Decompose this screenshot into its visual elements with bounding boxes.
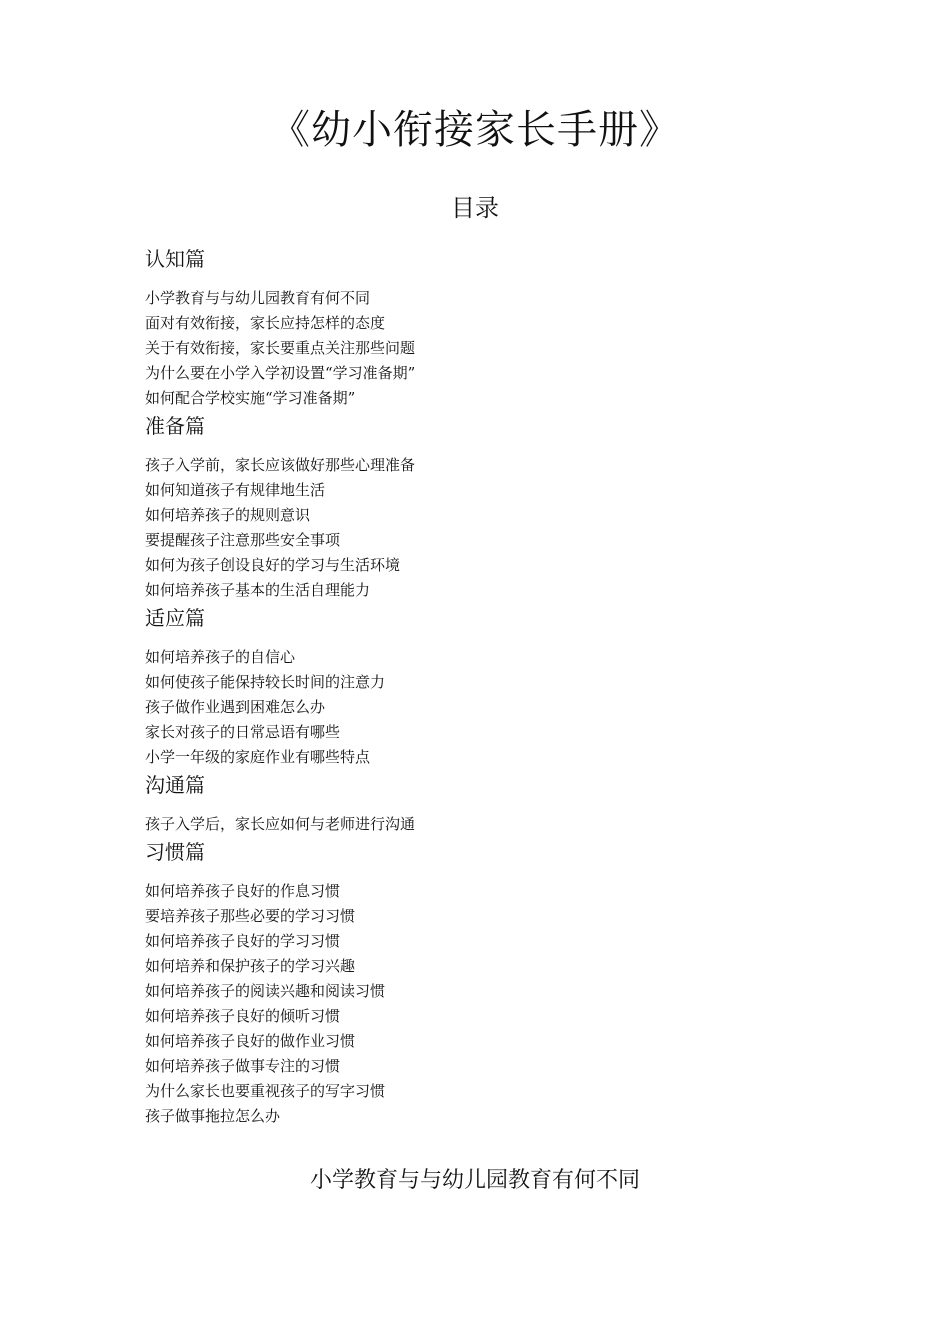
toc-item: 如何为孩子创设良好的学习与生活环境 [145, 556, 401, 574]
table-of-contents [145, 244, 845, 1129]
document-title: 《幼小衔接家长手册》 [270, 107, 680, 153]
toc-item: 如何培养孩子的规则意识 [145, 506, 311, 524]
toc-item: 孩子做事拖拉怎么办 [145, 1107, 281, 1125]
toc-item: 要培养孩子那些必要的学习习惯 [145, 907, 356, 925]
toc-item: 家长对孩子的日常忌语有哪些 [145, 723, 341, 741]
toc-item: 关于有效衔接，家长要重点关注那些问题 [145, 339, 416, 357]
chapter-heading: 小学教育与与幼儿园教育有何不同 [309, 1168, 640, 1193]
toc-item: 如何培养孩子良好的学习习惯 [145, 932, 341, 950]
toc-section-habits [145, 837, 845, 1129]
toc-item: 如何培养孩子的阅读兴趣和阅读习惯 [145, 982, 386, 1000]
toc-item: 孩子入学前，家长应该做好那些心理准备 [145, 456, 416, 474]
toc-item: 如何培养孩子良好的倾听习惯 [145, 1007, 341, 1025]
toc-item: 如何培养孩子良好的做作业习惯 [145, 1032, 356, 1050]
toc-item: 面对有效衔接，家长应持怎样的态度 [145, 314, 386, 332]
toc-section-preparation [145, 411, 845, 603]
toc-item: 如何配合学校实施“学习准备期” [145, 389, 356, 407]
toc-item: 如何使孩子能保持较长时间的注意力 [145, 673, 386, 691]
section-title: 沟通篇 [145, 773, 205, 797]
toc-section-adaptation [145, 603, 845, 770]
toc-item: 要提醒孩子注意那些安全事项 [145, 531, 341, 549]
section-title: 准备篇 [145, 414, 205, 438]
toc-item: 为什么要在小学入学初设置“学习准备期” [145, 364, 416, 382]
section-title: 适应篇 [145, 606, 205, 630]
toc-item: 如何知道孩子有规律地生活 [145, 481, 326, 499]
toc-item: 孩子入学后，家长应如何与老师进行沟通 [145, 815, 416, 833]
toc-item: 小学一年级的家庭作业有哪些特点 [145, 748, 371, 766]
toc-section-communication [145, 770, 845, 837]
toc-item: 如何培养孩子的自信心 [145, 648, 296, 666]
toc-item: 孩子做作业遇到困难怎么办 [145, 698, 326, 716]
toc-item: 如何培养孩子基本的生活自理能力 [145, 581, 371, 599]
toc-heading: 目录 [451, 194, 499, 222]
section-title: 习惯篇 [145, 840, 205, 864]
toc-item: 为什么家长也要重视孩子的写字习惯 [145, 1082, 386, 1100]
toc-item: 如何培养孩子做事专注的习惯 [145, 1057, 341, 1075]
toc-item: 如何培养孩子良好的作息习惯 [145, 882, 341, 900]
toc-item: 如何培养和保护孩子的学习兴趣 [145, 957, 356, 975]
section-title: 认知篇 [145, 247, 205, 271]
toc-item: 小学教育与与幼儿园教育有何不同 [145, 289, 371, 307]
toc-section-cognition [145, 244, 845, 411]
